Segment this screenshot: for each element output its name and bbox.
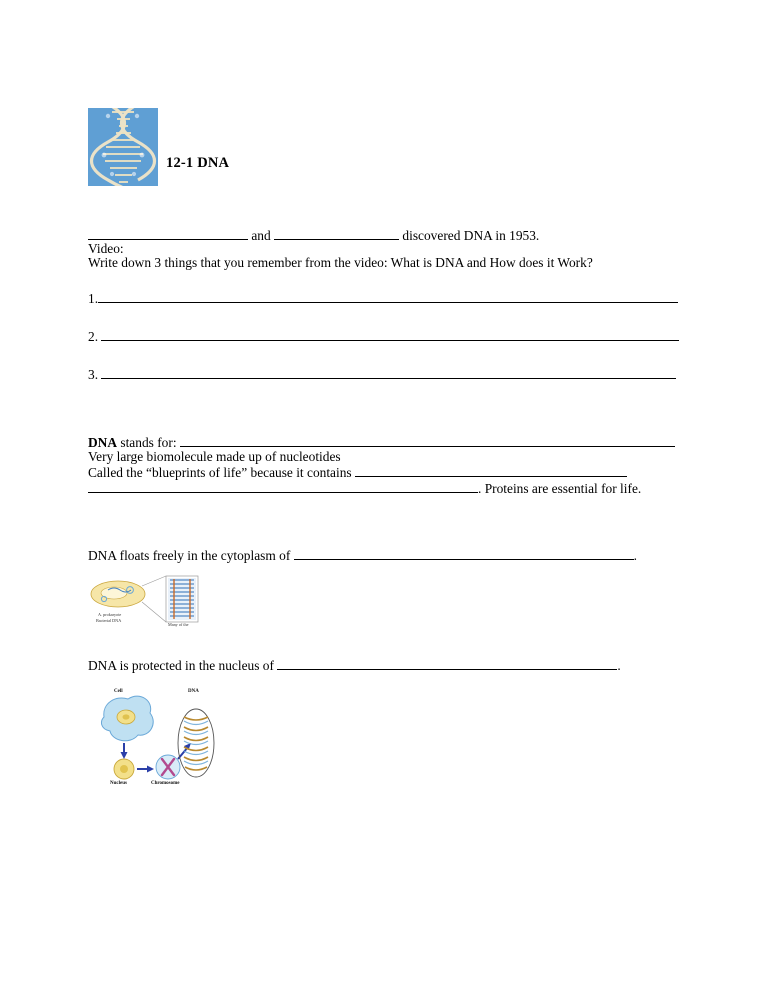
answer-item-2 xyxy=(88,327,680,345)
video-prompt: Write down 3 things that you remember from the video: What is DNA and How does it Work? xyxy=(88,254,593,270)
title-row xyxy=(88,108,680,186)
dna-stands-for-blank[interactable] xyxy=(180,433,675,447)
dna-double-helix-icon xyxy=(88,108,158,186)
cytoplasm-tail-text: . xyxy=(633,547,638,563)
discoverers-line xyxy=(88,226,680,242)
biomolecule-line: Very large biomolecule made up of nucleotides xyxy=(88,448,341,464)
nucleus-tail-text: . xyxy=(617,658,621,674)
cytoplasm-blank[interactable] xyxy=(294,546,634,560)
answer-item-2-blank[interactable] xyxy=(101,327,679,341)
video-label: Video: xyxy=(88,241,124,257)
answer-item-3 xyxy=(88,365,680,383)
cytoplasm-line xyxy=(88,546,680,562)
dna-stands-for-rest: stands for: xyxy=(120,435,177,451)
blueprints-text: Called the “blueprints of life” because it contains xyxy=(88,465,352,481)
dna-stands-for-bold: DNA xyxy=(88,435,118,451)
answer-item-3-number: 3. xyxy=(88,367,99,383)
discoverers-mid-text: and xyxy=(251,228,271,243)
proteins-blank[interactable] xyxy=(88,479,478,493)
bacteria-right-top-label: Many of the xyxy=(168,622,189,628)
cytoplasm-text: DNA floats freely in the cytoplasm of xyxy=(88,547,291,563)
answer-item-2-number: 2. xyxy=(88,329,99,345)
dna-stands-for-line xyxy=(88,433,680,449)
answer-item-3-blank[interactable] xyxy=(101,365,676,379)
document-body xyxy=(88,108,680,787)
nucleus-line xyxy=(88,656,680,672)
discoverer-1-blank[interactable] xyxy=(88,226,248,240)
nucleus-text: DNA is protected in the nucleus of xyxy=(88,658,274,674)
discoverer-2-blank[interactable] xyxy=(274,226,399,240)
dna-label: DNA xyxy=(188,688,199,694)
proteins-tail-text: . Proteins are essential for life. xyxy=(478,481,642,497)
bacteria-caption: A. prokaryote xyxy=(98,612,122,618)
chromosome-label: Chromosome xyxy=(151,780,180,786)
answer-item-1-number: 1. xyxy=(88,291,99,307)
proteins-line xyxy=(88,479,680,495)
bacteria-plasmid-diagram xyxy=(88,574,213,626)
answer-item-1-blank[interactable] xyxy=(98,289,678,303)
blueprints-line xyxy=(88,463,680,479)
nucleus-label: Nucleus xyxy=(110,780,127,786)
blueprints-blank[interactable] xyxy=(355,463,627,477)
discoverers-suffix-text: discovered DNA in 1953. xyxy=(402,228,540,243)
bacteria-sub-caption: Bacterial DNA xyxy=(96,618,122,624)
cell-label: Cell xyxy=(114,688,123,694)
page-title: 12-1 DNA xyxy=(166,155,230,171)
cell-nucleus-chromosome-diagram xyxy=(96,687,226,787)
answer-item-1 xyxy=(88,289,680,307)
nucleus-blank[interactable] xyxy=(277,656,617,670)
